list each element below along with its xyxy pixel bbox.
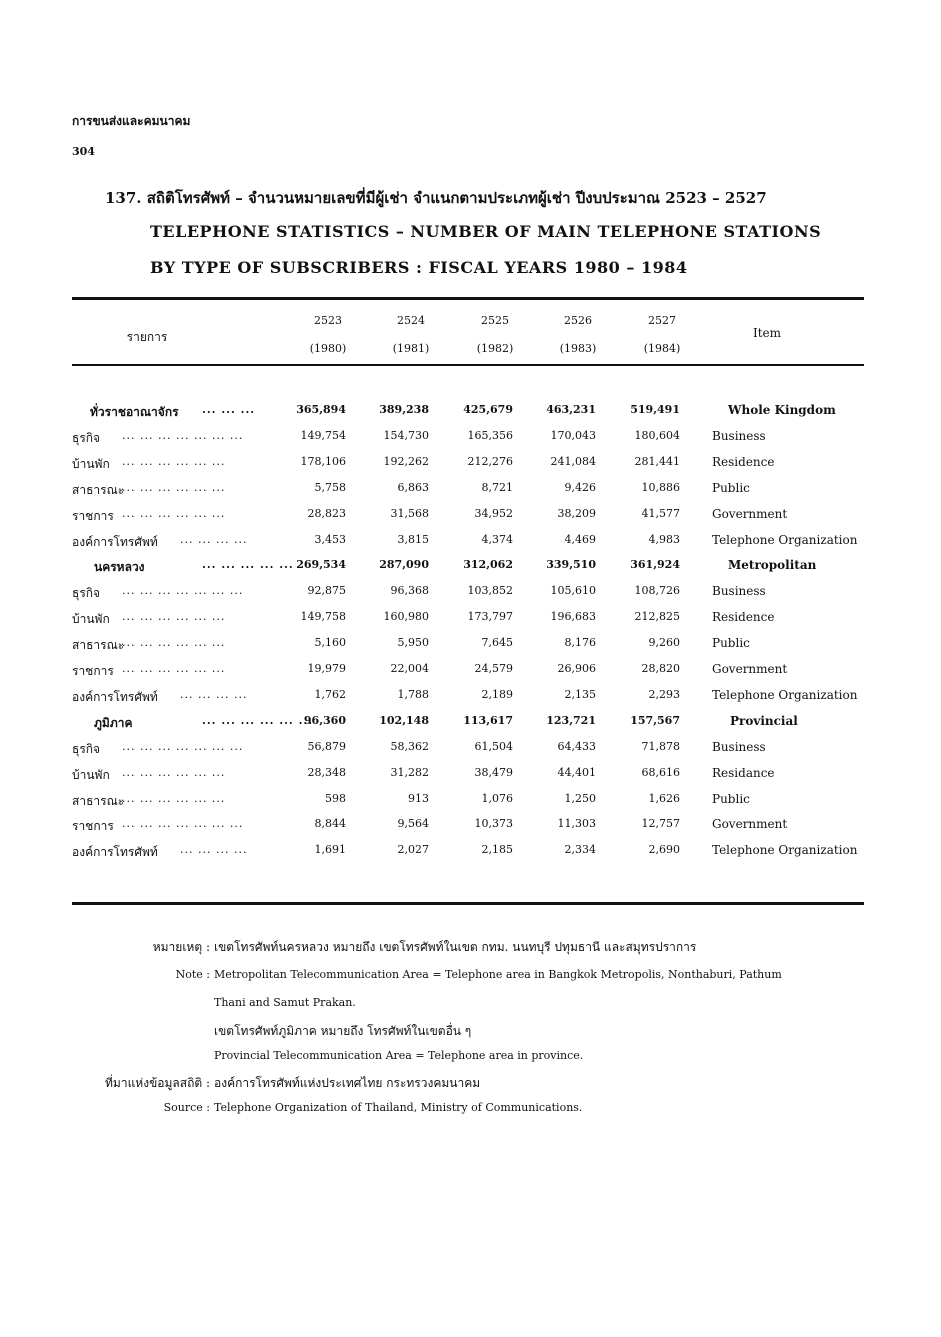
row-label-en: Whole Kingdom xyxy=(728,403,836,417)
cell-value: 3,815 xyxy=(397,532,429,546)
row-label-thai: สาธารณะ xyxy=(72,482,125,497)
table-row xyxy=(72,688,872,714)
row-label-thai: องค์การโทรศัพท์ xyxy=(72,845,158,860)
row-label-en: Telephone Organization xyxy=(712,532,858,547)
cell-value: 9,260 xyxy=(648,636,680,650)
header-bottom-rule xyxy=(72,364,864,366)
cell-value: 389,238 xyxy=(379,403,429,416)
cell-value: 4,374 xyxy=(481,532,513,546)
row-label-thai: สาธารณะ xyxy=(72,638,125,653)
row-leader-dots: ... ... ... ... ... ... xyxy=(202,713,314,727)
row-label-thai: ราชการ xyxy=(72,508,114,523)
note-en-1a: Metropolitan Telecommunication Area = Telephone area in Bangkok Metropolis, Nonthaburi, Pathum xyxy=(214,968,782,981)
cell-value: 19,979 xyxy=(307,662,346,675)
cell-value: 5,160 xyxy=(314,636,346,650)
row-label-en: Metropolitan xyxy=(728,558,817,573)
cell-value: 11,303 xyxy=(557,817,596,831)
header-year-be: 2524 xyxy=(397,314,425,327)
row-label-en: Telephone Organization xyxy=(712,843,858,858)
cell-value: 463,231 xyxy=(546,403,596,416)
row-label-en: Public xyxy=(712,480,750,495)
note-en-2: Provincial Telecommunication Area = Telephone area in province. xyxy=(214,1049,584,1062)
row-label-en: Government xyxy=(712,662,788,676)
row-label-en: Business xyxy=(712,739,766,754)
cell-value: 58,362 xyxy=(390,739,429,753)
table-row xyxy=(72,843,872,869)
row-label-thai: ธุรกิจ xyxy=(72,586,101,601)
row-label-thai: ธุรกิจ xyxy=(72,430,101,445)
cell-value: 8,844 xyxy=(314,817,346,831)
cell-value: 96,360 xyxy=(303,713,346,727)
cell-value: 165,356 xyxy=(467,428,513,442)
row-leader-dots: ... ... ... xyxy=(202,403,256,416)
table-bottom-rule xyxy=(72,902,864,905)
cell-value: 12,757 xyxy=(641,817,680,831)
cell-value: 1,626 xyxy=(648,791,680,805)
cell-value: 365,894 xyxy=(296,403,346,416)
cell-value: 71,878 xyxy=(641,739,680,753)
cell-value: 9,426 xyxy=(564,480,596,494)
cell-value: 38,209 xyxy=(557,506,596,520)
cell-value: 173,797 xyxy=(467,610,513,624)
cell-value: 519,491 xyxy=(630,403,680,416)
row-leader-dots: ... ... ... ... xyxy=(180,687,248,701)
cell-value: 2,185 xyxy=(481,843,513,857)
row-label-en: Residence xyxy=(712,610,775,625)
cell-value: 157,567 xyxy=(630,713,680,727)
cell-value: 212,825 xyxy=(634,610,680,624)
header-year-be: 2525 xyxy=(481,314,509,327)
title-en-line2: BY TYPE OF SUBSCRIBERS : FISCAL YEARS 1980 – 1984 xyxy=(150,258,688,277)
table-row xyxy=(72,636,872,662)
header-item-en: Item xyxy=(752,326,782,340)
row-label-en: Public xyxy=(712,636,750,651)
cell-value: 3,453 xyxy=(314,532,346,546)
table-row xyxy=(72,714,872,740)
source-label-en: Source : xyxy=(163,1101,210,1114)
cell-value: 160,980 xyxy=(383,610,429,624)
cell-value: 312,062 xyxy=(463,558,513,572)
cell-value: 56,879 xyxy=(307,739,346,753)
cell-value: 8,721 xyxy=(481,480,513,494)
row-leader-dots: ... ... ... ... ... xyxy=(202,558,294,572)
cell-value: 339,510 xyxy=(546,558,596,572)
table-row xyxy=(72,403,872,429)
table-row xyxy=(72,610,872,636)
row-leader-dots: ... ... ... ... ... ... xyxy=(122,791,226,805)
table-row xyxy=(72,507,872,533)
table-row xyxy=(72,740,872,766)
note-label-thai: หมายเหตุ : xyxy=(152,940,210,954)
row-label-en: Residance xyxy=(712,765,775,780)
source-label-thai: ที่มาแห่งข้อมูลสถิติ : xyxy=(105,1076,210,1090)
cell-value: 9,564 xyxy=(397,817,429,831)
cell-value: 105,610 xyxy=(550,584,596,598)
row-label-thai: องค์การโทรศัพท์ xyxy=(72,689,158,704)
cell-value: 4,469 xyxy=(564,532,596,546)
cell-value: 31,282 xyxy=(390,765,429,779)
row-leader-dots: ... ... ... ... ... ... xyxy=(122,636,226,650)
cell-value: 92,875 xyxy=(307,584,346,598)
cell-value: 5,950 xyxy=(397,636,429,650)
cell-value: 64,433 xyxy=(557,739,596,753)
cell-value: 170,043 xyxy=(550,428,596,442)
row-leader-dots: ... ... ... ... ... ... ... xyxy=(122,584,244,598)
row-label-en: Residence xyxy=(712,454,775,469)
table-row xyxy=(72,662,872,688)
row-label-thai: ราชการ xyxy=(72,819,114,834)
cell-value: 269,534 xyxy=(296,558,346,572)
title-thai: 137. สถิติโทรศัพท์ – จำนวนหมายเลขที่มีผู้เช่า จำแนกตามประเภทผู้เช่า ปีงบประมาณ 2523 – 2527 xyxy=(105,189,767,207)
row-label-en: Telephone Organization xyxy=(712,687,858,702)
cell-value: 4,983 xyxy=(648,532,680,546)
table-row xyxy=(72,481,872,507)
cell-value: 913 xyxy=(408,791,429,805)
row-label-thai: สาธารณะ xyxy=(72,793,125,808)
row-label-thai: บ้านพัก xyxy=(72,767,110,782)
cell-value: 123,721 xyxy=(546,713,596,727)
row-leader-dots: ... ... ... ... ... ... ... xyxy=(122,739,244,753)
cell-value: 2,293 xyxy=(648,687,680,701)
header-item-thai: รายการ xyxy=(126,330,168,344)
row-label-thai: บ้านพัก xyxy=(72,612,110,627)
header-year-be: 2526 xyxy=(564,314,592,327)
row-leader-dots: ... ... ... ... xyxy=(180,532,248,546)
cell-value: 61,504 xyxy=(474,739,513,753)
cell-value: 361,924 xyxy=(630,558,680,572)
cell-value: 68,616 xyxy=(641,765,680,779)
cell-value: 10,373 xyxy=(474,817,513,831)
cell-value: 154,730 xyxy=(383,428,429,442)
page-number: 304 xyxy=(72,145,95,158)
cell-value: 103,852 xyxy=(467,584,513,598)
cell-value: 41,577 xyxy=(641,506,680,520)
row-label-thai: นครหลวง xyxy=(94,560,145,575)
source-en: Telephone Organization of Thailand, Ministry of Communications. xyxy=(214,1101,583,1114)
cell-value: 102,148 xyxy=(379,713,429,727)
cell-value: 1,762 xyxy=(314,687,346,701)
row-label-thai: ทั่วราชอาณาจักร xyxy=(90,405,179,419)
source-thai: องค์การโทรศัพท์แห่งประเทศไทย กระทรวงคมนาคม xyxy=(214,1076,481,1090)
cell-value: 5,758 xyxy=(314,480,346,494)
cell-value: 192,262 xyxy=(383,454,429,468)
cell-value: 31,568 xyxy=(390,506,429,520)
table-top-rule xyxy=(72,297,864,300)
row-leader-dots: ... ... ... ... ... ... xyxy=(122,610,226,624)
table-row xyxy=(72,558,872,584)
table-row xyxy=(72,584,872,610)
note-en-1b: Thani and Samut Prakan. xyxy=(214,996,356,1009)
row-label-thai: องค์การโทรศัพท์ xyxy=(72,534,158,549)
row-leader-dots: ... ... ... ... ... ... xyxy=(122,662,226,675)
table-row xyxy=(72,792,872,818)
cell-value: 178,106 xyxy=(300,454,346,468)
header-year-ce: (1980) xyxy=(309,342,347,355)
row-label-thai: บ้านพัก xyxy=(72,456,110,471)
cell-value: 281,441 xyxy=(634,454,680,468)
cell-value: 2,690 xyxy=(648,843,680,857)
cell-value: 241,084 xyxy=(550,454,596,468)
header-year-ce: (1981) xyxy=(392,342,430,355)
row-label-thai: ธุรกิจ xyxy=(72,741,101,756)
header-year-ce: (1983) xyxy=(559,342,597,355)
cell-value: 28,820 xyxy=(641,662,680,675)
cell-value: 2,135 xyxy=(564,687,596,701)
cell-value: 28,823 xyxy=(307,506,346,520)
row-leader-dots: ... ... ... ... ... ... xyxy=(122,480,226,494)
cell-value: 8,176 xyxy=(564,636,596,650)
row-label-en: Business xyxy=(712,428,766,443)
note-label-en: Note : xyxy=(175,968,210,981)
row-leader-dots: ... ... ... ... ... ... ... xyxy=(122,817,244,831)
table-row xyxy=(72,817,872,843)
cell-value: 196,683 xyxy=(550,610,596,624)
cell-value: 108,726 xyxy=(634,584,680,598)
cell-value: 28,348 xyxy=(307,765,346,779)
cell-value: 96,368 xyxy=(390,584,429,598)
row-label-en: Provincial xyxy=(730,713,798,728)
cell-value: 26,906 xyxy=(557,662,596,675)
cell-value: 1,076 xyxy=(481,791,513,805)
header-year-be: 2523 xyxy=(314,314,342,327)
cell-value: 2,334 xyxy=(564,843,596,857)
table-row xyxy=(72,455,872,481)
row-label-en: Business xyxy=(712,584,766,599)
row-label-thai: ภูมิภาค xyxy=(94,715,133,730)
row-leader-dots: ... ... ... ... ... ... xyxy=(122,454,226,468)
note-thai-1: เขตโทรศัพท์นครหลวง หมายถึง เขตโทรศัพท์ในเขต กทม. นนทบุรี ปทุมธานี และสมุทรปราการ xyxy=(214,940,697,954)
header-year-be: 2527 xyxy=(648,314,676,327)
cell-value: 180,604 xyxy=(634,428,680,442)
row-leader-dots: ... ... ... ... ... ... xyxy=(122,765,226,779)
cell-value: 287,090 xyxy=(379,558,429,572)
header-year-ce: (1984) xyxy=(643,342,681,355)
row-leader-dots: ... ... ... ... ... ... xyxy=(122,506,226,520)
title-en-line1: TELEPHONE STATISTICS – NUMBER OF MAIN TELEPHONE STATIONS xyxy=(150,222,822,241)
row-label-thai: ราชการ xyxy=(72,664,114,678)
cell-value: 44,401 xyxy=(557,765,596,779)
cell-value: 149,754 xyxy=(300,428,346,442)
cell-value: 113,617 xyxy=(463,713,513,727)
row-label-en: Government xyxy=(712,506,788,521)
cell-value: 38,479 xyxy=(474,765,513,779)
cell-value: 149,758 xyxy=(300,610,346,624)
cell-value: 212,276 xyxy=(467,454,513,468)
cell-value: 34,952 xyxy=(474,506,513,520)
cell-value: 1,250 xyxy=(564,791,596,805)
header-year-ce: (1982) xyxy=(476,342,514,355)
row-label-en: Government xyxy=(712,817,788,832)
cell-value: 24,579 xyxy=(474,662,513,675)
cell-value: 1,691 xyxy=(314,843,346,857)
row-label-en: Public xyxy=(712,791,750,806)
cell-value: 7,645 xyxy=(481,636,513,650)
cell-value: 10,886 xyxy=(641,480,680,494)
cell-value: 6,863 xyxy=(397,480,429,494)
note-thai-2: เขตโทรศัพท์ภูมิภาค หมายถึง โทรศัพท์ในเขตอื่น ๆ xyxy=(214,1024,472,1038)
table-row xyxy=(72,766,872,792)
row-leader-dots: ... ... ... ... xyxy=(180,843,248,857)
cell-value: 2,189 xyxy=(481,687,513,701)
cell-value: 2,027 xyxy=(397,843,429,857)
cell-value: 598 xyxy=(325,791,346,805)
cell-value: 22,004 xyxy=(390,662,429,675)
table-row xyxy=(72,429,872,455)
table-row xyxy=(72,533,872,559)
row-leader-dots: ... ... ... ... ... ... ... xyxy=(122,428,244,442)
section-header: การขนส่งและคมนาคม xyxy=(72,114,191,128)
cell-value: 425,679 xyxy=(463,403,513,416)
cell-value: 1,788 xyxy=(397,687,429,701)
